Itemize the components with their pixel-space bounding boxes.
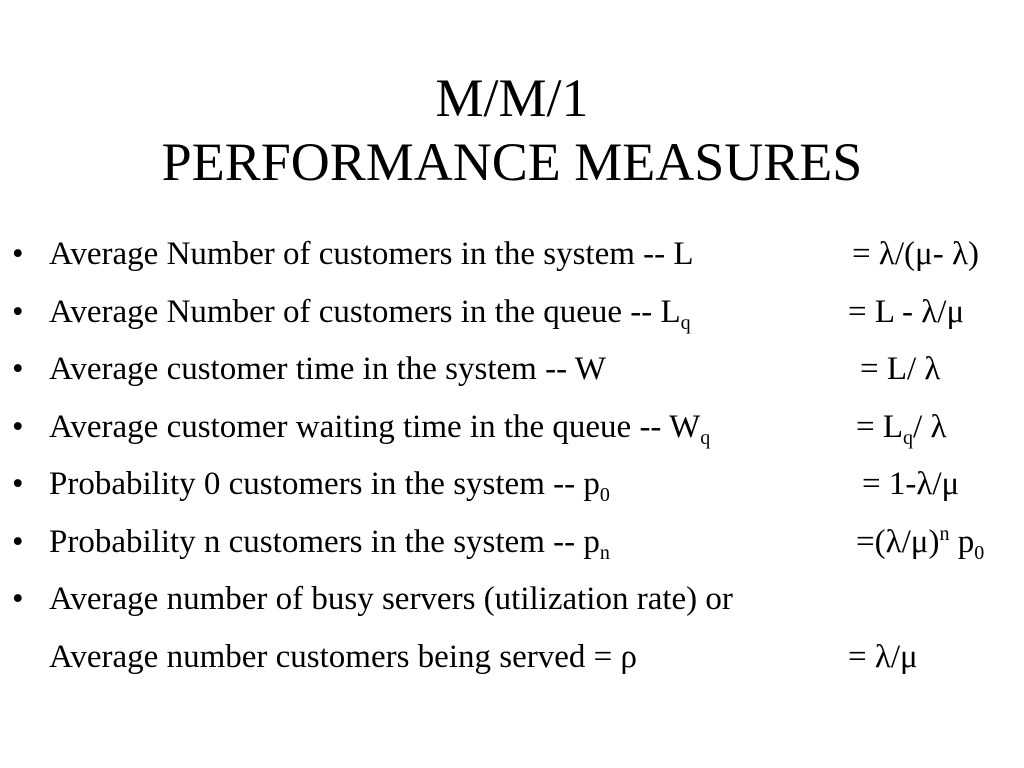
measure-label [49,456,610,513]
bullet-icon: • [12,408,24,445]
measure-label [49,284,691,341]
title-line-1: M/M/1 [435,68,589,128]
bullet-icon: • [12,236,24,272]
formula-post: p [949,523,975,560]
measure-item-avg-customers-system [0,226,1024,284]
measure-formula: = λ/μ [848,638,918,675]
slide-title [0,66,1024,194]
measure-label-subscript: q [700,426,711,449]
measure-formula: = λ/(μ- λ) [852,236,979,272]
measure-label-text: Average customer waiting time in the queue -- W [49,408,701,445]
formula-post: / λ [913,408,947,445]
formula-pre: =(λ/μ) [856,523,940,560]
measure-item-prob-zero-customers [0,456,1024,514]
measure-label-text: Probability n customers in the system -- p [49,523,600,560]
measure-label [49,514,610,571]
measure-label-subscript: q [680,311,691,334]
measure-label: Average number of busy servers (utilization rate) or [49,581,733,617]
formula-pre: = L [856,408,904,445]
bullet-icon: • [12,351,24,387]
measure-formula [856,399,946,456]
measure-label-subscript: n [599,541,610,564]
bullet-icon: • [12,581,24,617]
measure-item-avg-busy-servers [0,571,1024,629]
bullet-icon: • [12,523,24,560]
measure-formula: = 1-λ/μ [862,466,960,502]
measure-item-prob-n-customers [0,514,1024,572]
measure-label [49,399,710,456]
bullet-icon: • [12,466,24,502]
measure-label-subscript: 0 [599,484,610,506]
bullet-icon: • [12,293,24,330]
measure-label: Average Number of customers in the system -- L [49,236,694,272]
measure-item-avg-waiting-time-queue [0,399,1024,457]
measure-formula: = L/ λ [860,351,941,387]
measure-item-avg-customers-queue [0,284,1024,342]
measure-formula [856,514,984,571]
measure-label-text: Probability 0 customers in the system -- p [49,466,600,502]
measure-label: Average number customers being served = ρ [49,638,637,675]
measure-label: Average customer time in the system -- W [49,351,606,387]
measure-item-avg-customers-served [0,629,1024,687]
measures-list [0,226,1024,686]
formula-subscript: q [903,426,914,449]
measure-formula: = L - λ/μ [848,293,965,330]
title-line-2: PERFORMANCE MEASURES [161,132,863,192]
formula-superscript: n [939,522,950,545]
measure-label-text: Average Number of customers in the queue -- L [49,293,681,330]
formula-subscript: 0 [974,541,985,564]
measure-item-avg-time-system [0,341,1024,399]
